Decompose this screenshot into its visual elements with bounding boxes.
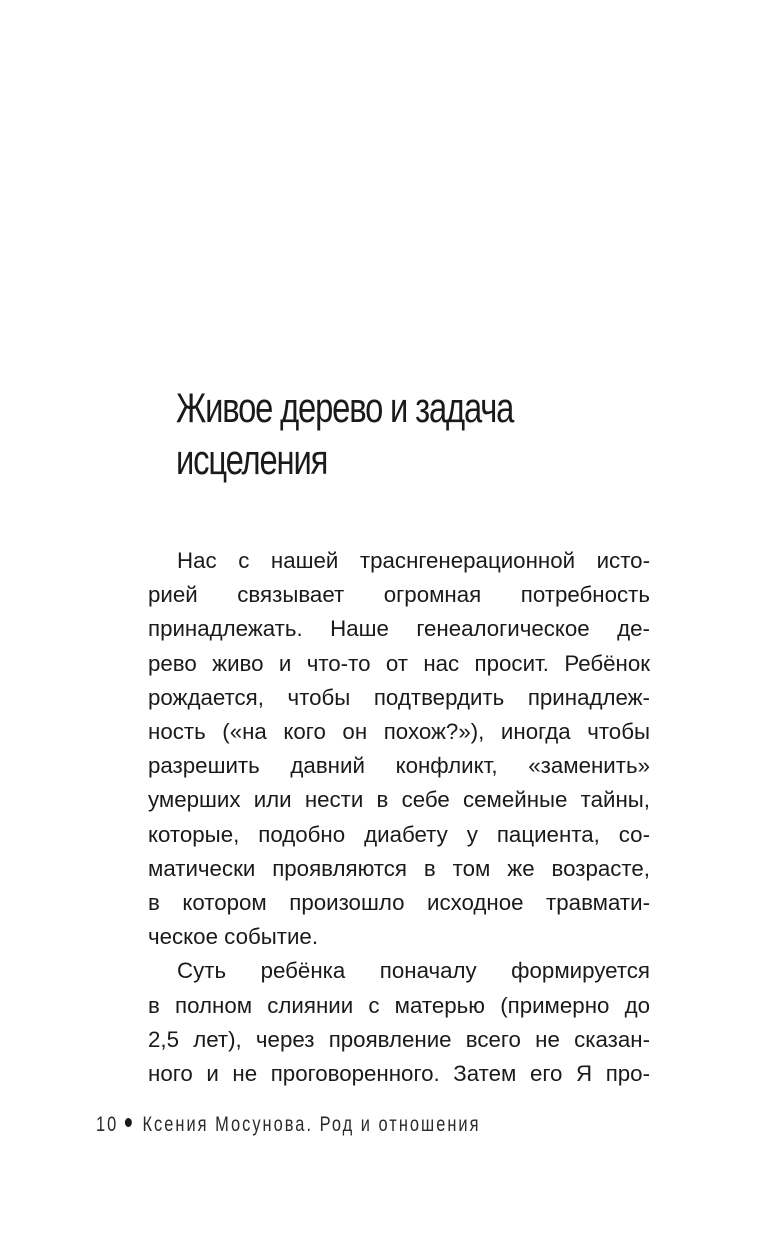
page-number: 10: [96, 1113, 119, 1136]
text-line: умерших или нести в себе семейные тайны,: [148, 787, 650, 813]
text-line: в котором произошло исходное травмати-: [148, 890, 650, 916]
body-text: [148, 544, 650, 1091]
paragraph-1: [148, 544, 650, 954]
text-line: ческое событие.: [148, 924, 319, 950]
chapter-title-line-1: Живое дерево и задача: [176, 384, 514, 431]
text-line: ного и не проговоренного. Затем его Я про-: [148, 1061, 650, 1087]
text-line: разрешить давний конфликт, «заменить»: [148, 753, 650, 779]
text-line: ность («на кого он похож?»), иногда чтобы: [148, 719, 650, 745]
text-line: Нас с нашей траснгенерационной исто-: [177, 548, 650, 573]
chapter-title-line-2: исцеления: [176, 436, 328, 483]
text-line: рией связывает огромная потребность: [148, 582, 650, 608]
running-title: Ксения Мосунова. Род и отношения: [142, 1113, 481, 1136]
text-line: рево живо и что-то от нас просит. Ребёнок: [148, 650, 650, 676]
text-line: матически проявляются в том же возрасте,: [148, 855, 650, 881]
paragraph-2: [148, 954, 650, 1091]
text-line: в полном слиянии с матерью (примерно до: [148, 992, 650, 1018]
bullet-separator-icon: [125, 1118, 132, 1127]
chapter-title: [176, 382, 550, 486]
text-line: которые, подобно диабету у пациента, со-: [148, 821, 650, 847]
text-line: 2,5 лет), через проявление всего не сказан-: [148, 1026, 650, 1052]
page-footer: [96, 1110, 481, 1140]
text-line: Суть ребёнка поначалу формируется: [177, 958, 650, 984]
text-line: принадлежать. Наше генеалогическое де-: [148, 616, 650, 642]
text-line: рождается, чтобы подтвердить принадлеж-: [148, 684, 650, 710]
